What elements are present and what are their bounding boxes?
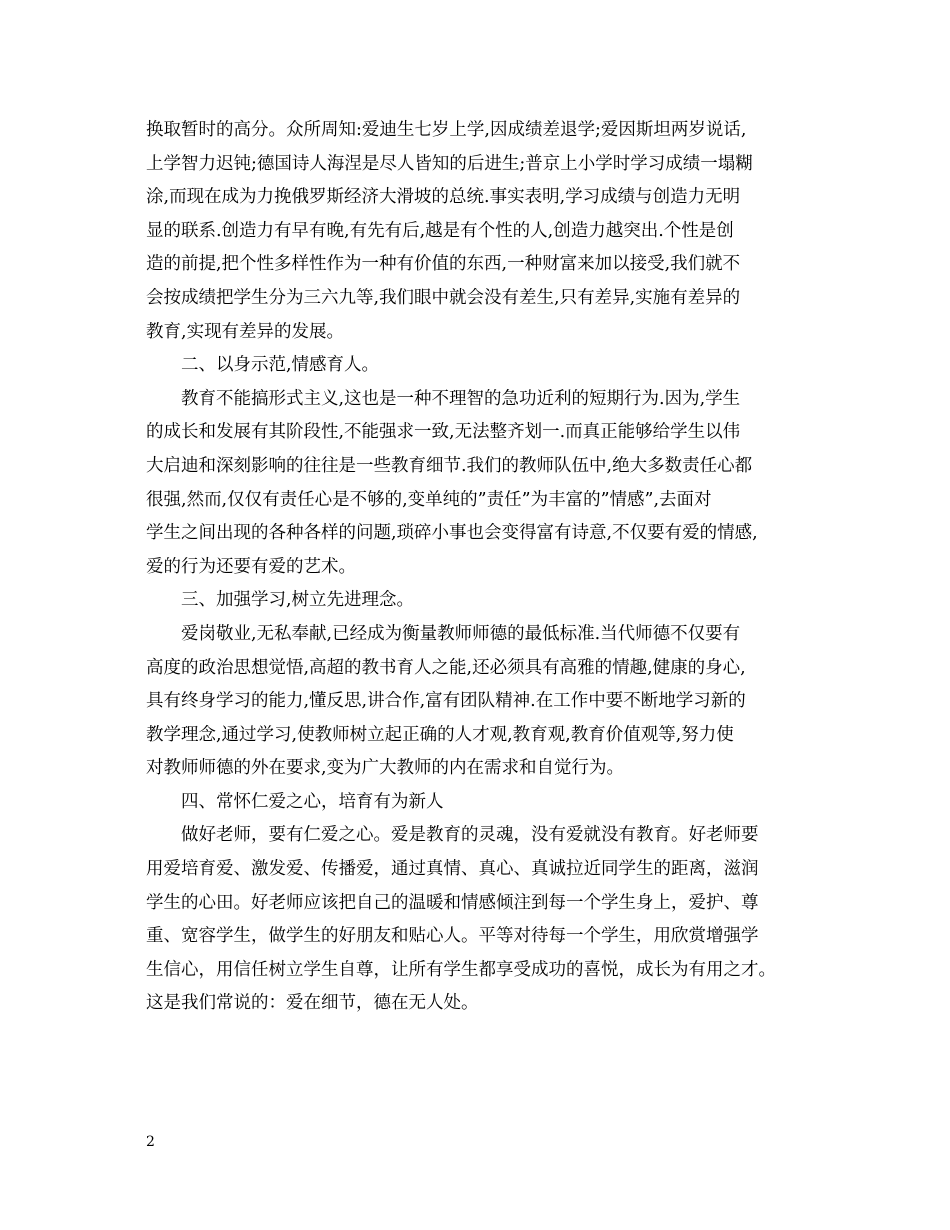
text-line: 用爱培育爱、激发爱、传播爱，通过真情、真心、真诚拉近同学生的距离，滋润 (146, 859, 759, 880)
page-number: 2 (146, 1134, 155, 1150)
text-line: 涂,而现在成为力挽俄罗斯经济大滑坡的总统.事实表明,学习成绩与创造力无明 (146, 187, 741, 208)
text-line: 这是我们常说的：爱在细节，德在无人处。 (146, 993, 479, 1014)
text-line: 做好老师，要有仁爱之心。爱是教育的灵魂，没有爱就没有教育。好老师要 (181, 825, 759, 846)
text-line: 生信心，用信任树立学生自尊，让所有学生都享受成功的喜悦，成长为有用之才。 (146, 959, 776, 980)
text-line: 教育,实现有差异的发展。 (146, 321, 345, 342)
text-line: 具有终身学习的能力,懂反思,讲合作,富有团队精神.在工作中要不断地学习新的 (146, 691, 746, 712)
text-line: 爱岗敬业,无私奉献,已经成为衡量教师师德的最低标准.当代师德不仅要有 (181, 623, 741, 644)
text-line: 学生之间出现的各种各样的问题,琐碎小事也会变得富有诗意,不仅要有爱的情感, (146, 523, 758, 544)
text-line: 的成长和发展有其阶段性,不能强求一致,无法整齐划一.而真正能够给学生以伟 (146, 422, 741, 443)
text-line: 教育不能搞形式主义,这也是一种不理智的急功近利的短期行为.因为,学生 (181, 388, 741, 409)
text-line: 学生的心田。好老师应该把自己的温暖和情感倾注到每一个学生身上，爱护、尊 (146, 892, 759, 913)
text-line: 造的前提,把个性多样性作为一种有价值的东西,一种财富来加以接受,我们就不 (146, 254, 741, 275)
text-line: 换取暂时的高分。众所周知:爱迪生七岁上学,因成绩差退学;爱因斯坦两岁说话, (146, 120, 747, 140)
text-line: 会按成绩把学生分为三六九等,我们眼中就会没有差生,只有差异,实施有差异的 (146, 287, 741, 308)
text-line: 对教师师德的外在要求,变为广大教师的内在需求和自觉行为。 (146, 758, 625, 779)
text-line: 教学理念,通过学习,使教师树立起正确的人才观,教育观,教育价值观等,努力使 (146, 724, 734, 745)
text-line: 三、加强学习,树立先进理念。 (181, 590, 415, 611)
text-line: 重、宽容学生，做学生的好朋友和贴心人。平等对待每一个学生，用欣赏增强学 (146, 926, 759, 947)
text-line: 二、以身示范,情感育人。 (181, 355, 380, 376)
text-line: 爱的行为还要有爱的艺术。 (146, 556, 356, 577)
body-text (146, 114, 811, 1021)
text-line: 高度的政治思想觉悟,高超的教书育人之能,还必须具有高雅的情趣,健康的身心, (146, 657, 746, 678)
text-line: 很强,然而,仅仅有责任心是不够的,变单纯的”责任”为丰富的”情感”,去面对 (146, 489, 712, 510)
text-line: 显的联系.创造力有早有晚,有先有后,越是有个性的人,创造力越突出.个性是创 (146, 220, 734, 241)
text-line: 上学智力迟钝;德国诗人海涅是尽人皆知的后进生;普京上小学时学习成绩一塌糊 (146, 153, 753, 174)
text-line: 四、常怀仁爱之心，培育有为新人 (181, 791, 444, 812)
text-line: 大启迪和深刻影响的往往是一些教育细节.我们的教师队伍中,绝大多数责任心都 (146, 455, 753, 476)
